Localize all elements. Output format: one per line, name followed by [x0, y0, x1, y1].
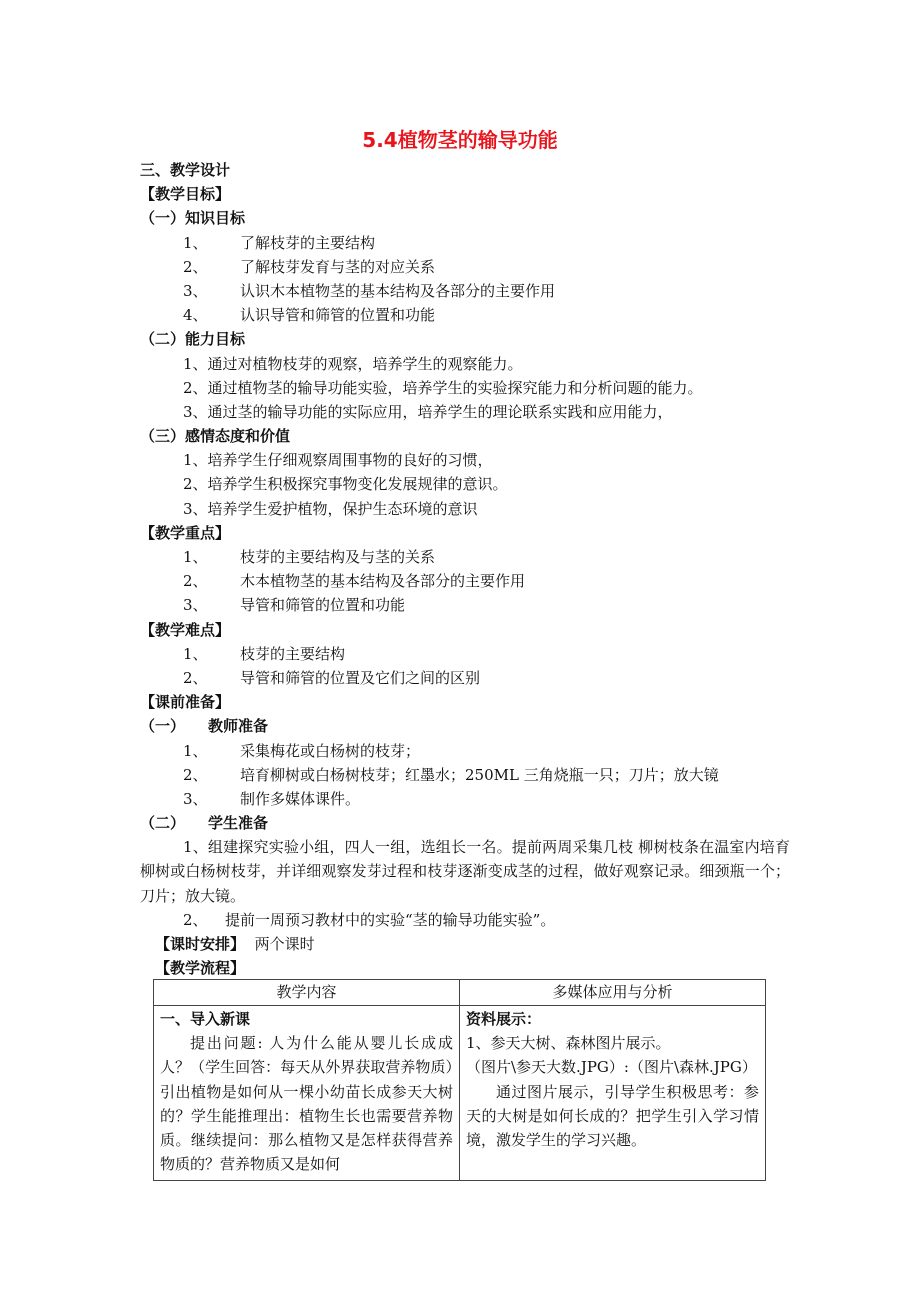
heading-text: 教师准备 — [208, 717, 269, 736]
item-text: 认识导管和筛管的位置和功能 — [240, 306, 436, 325]
list-item — [140, 279, 790, 303]
table-header-row — [154, 980, 766, 1006]
cell-text: 通过图片展示，引导学生积极思考：参天的大树是如何长成的？把学生引入学习情境，激发学生的学习兴趣。 — [466, 1082, 759, 1150]
list-item — [140, 763, 790, 787]
list-item — [140, 908, 790, 932]
list-item — [140, 255, 790, 279]
list-item — [140, 739, 790, 763]
difficulties-heading: 【教学难点】 — [140, 620, 231, 639]
list-item: 1、通过对植物枝芽的观察，培养学生的观察能力。 — [183, 354, 523, 373]
item-number: 3、 — [183, 281, 208, 300]
cell-files: （图片\参天大数.JPG）:（图片\森林.JPG） — [466, 1058, 757, 1077]
item-number: 1、 — [183, 741, 208, 760]
heading-text: 学生准备 — [208, 814, 269, 833]
item-text: 枝芽的主要结构 — [240, 644, 346, 663]
emotion-heading: （三）感情态度和价值 — [140, 427, 291, 446]
teacher-prep-heading — [140, 714, 790, 738]
item-text: 了解枝芽发育与茎的对应关系 — [240, 257, 436, 276]
table-row — [154, 1006, 766, 1181]
column-header: 教学内容 — [154, 980, 460, 1006]
item-number: 3、 — [183, 789, 208, 808]
item-number: 3、 — [183, 596, 208, 615]
list-item: 3、通过茎的输导功能的实际应用，培养学生的理论联系实践和应用能力， — [183, 402, 673, 421]
item-number: 1、 — [183, 548, 208, 566]
cell-text: 提出问题: 人为什么能从婴儿长成成人？（学生回答：每天从外界获取营养物质）引出植物是如何从一棵小幼苗长成参天大树的？学生能推理出：植物生长也需要营养物质。继续提问：那么植物又是怎样获得营养物质的？营养物质又是如何 — [160, 1034, 453, 1174]
item-number: 4、 — [183, 306, 208, 325]
goals-heading: 【教学目标】 — [140, 185, 231, 204]
document-body — [140, 158, 790, 980]
list-item: 1、培养学生仔细观察周围事物的良好的习惯， — [183, 451, 493, 470]
list-item: 2、通过植物茎的输导功能实验，培养学生的实验探究能力和分析问题的能力。 — [183, 378, 703, 397]
keypoints-heading: 【教学重点】 — [140, 523, 231, 542]
list-item — [140, 666, 790, 690]
list-item — [140, 787, 790, 811]
heading-label: （一） — [140, 717, 186, 736]
item-number: 2、 — [183, 910, 208, 929]
list-item — [140, 303, 790, 327]
column-header: 多媒体应用与分析 — [460, 980, 766, 1006]
list-item — [140, 545, 790, 569]
item-text: 采集梅花或白杨树的枝芽； — [240, 741, 421, 760]
schedule-heading: 【课时安排】 — [155, 935, 246, 954]
item-text: 导管和筛管的位置及它们之间的区别 — [240, 668, 481, 687]
table-cell — [460, 1006, 766, 1181]
item-text: 提前一周预习教材中的实验“茎的输导功能实验”。 — [225, 910, 556, 929]
item-number: 2、 — [183, 257, 208, 276]
item-text: 培育柳树或白杨树枝芽；红墨水；250ML 三角烧瓶一只；刀片；放大镜 — [240, 765, 719, 784]
knowledge-heading: （一）知识目标 — [140, 209, 246, 228]
item-number: 1、 — [183, 233, 208, 252]
teaching-flow-table — [153, 979, 766, 1181]
student-prep-paragraph: 1、组建探究实验小组，四人一组，选组长一名。提前两周采集几枝 柳树枝条在温室内培育柳树或白杨树枝芽，并详细观察发芽过程和枝芽逐渐变成茎的过程，做好观察记录。细颈瓶一个；刀片；放大镜。 — [140, 838, 790, 905]
ability-heading: （二）能力目标 — [140, 330, 246, 349]
list-item — [140, 642, 790, 666]
list-item — [140, 569, 790, 593]
heading-label: （二） — [140, 814, 186, 833]
schedule-value: 两个课时 — [254, 935, 315, 954]
item-text: 木本植物茎的基本结构及各部分的主要作用 — [240, 572, 526, 591]
item-text: 导管和筛管的位置和功能 — [240, 596, 406, 615]
item-text: 了解枝芽的主要结构 — [240, 233, 376, 252]
cell-title: 一、导入新课 — [160, 1010, 251, 1028]
list-item: 2、培养学生积极探究事物变化发展规律的意识。 — [183, 475, 508, 494]
item-number: 2、 — [183, 572, 208, 591]
list-item — [140, 231, 790, 255]
list-item — [140, 593, 790, 617]
section-heading: 三、教学设计 — [140, 161, 231, 179]
flow-heading: 【教学流程】 — [155, 959, 246, 978]
prep-heading: 【课前准备】 — [140, 693, 231, 712]
item-number: 2、 — [183, 765, 208, 784]
schedule-line — [140, 932, 790, 956]
cell-title: 资料展示： — [466, 1010, 542, 1028]
item-text: 认识木本植物茎的基本结构及各部分的主要作用 — [240, 281, 556, 300]
list-item: 3、培养学生爱护植物，保护生态环境的意识 — [183, 499, 478, 518]
item-text: 枝芽的主要结构及与茎的关系 — [240, 548, 436, 566]
document-title: 5.4植物茎的输导功能 — [362, 128, 558, 152]
item-number: 2、 — [183, 668, 208, 687]
table-cell — [154, 1006, 460, 1181]
item-number: 1、 — [183, 644, 208, 663]
item-text: 制作多媒体课件。 — [240, 789, 361, 808]
student-prep-heading — [140, 811, 790, 835]
cell-text: 1、参天大树、森林图片展示。 — [466, 1034, 671, 1053]
